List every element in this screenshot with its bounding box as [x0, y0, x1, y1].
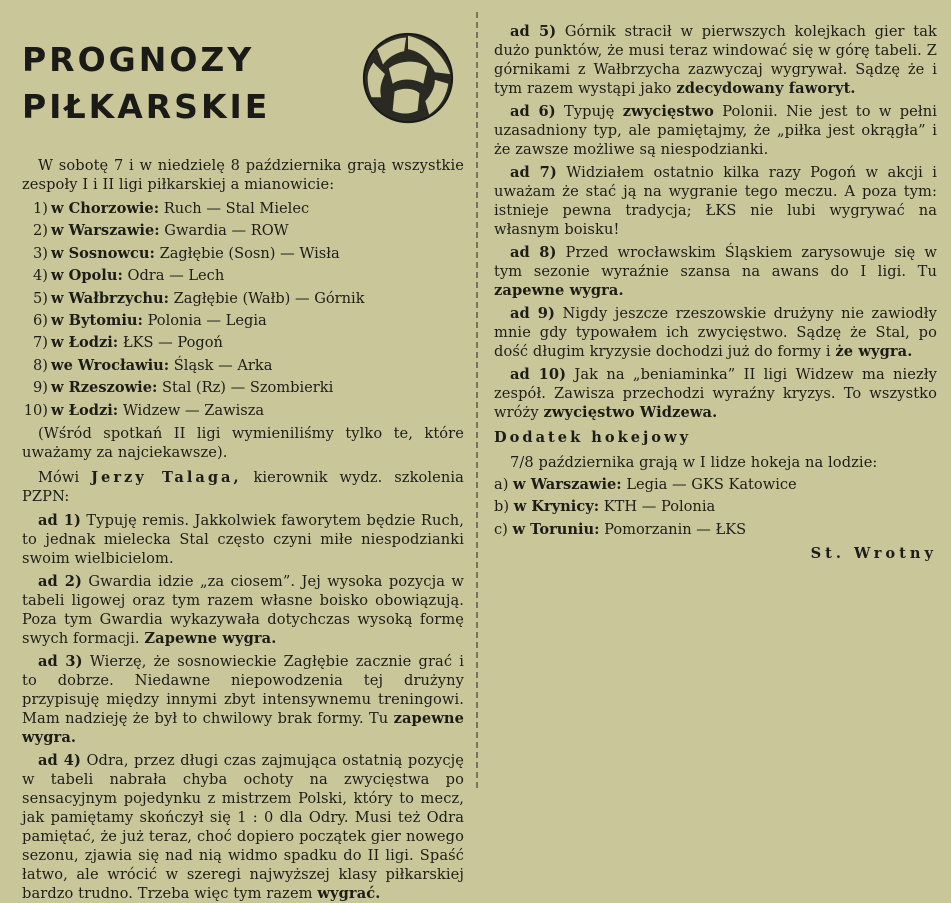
prediction-ad3: ad 3) Wierzę, że sosnowieckie Zagłębie zacznie grać i to dobrze. Niedawne niepowodzenia tej drużyny przypisuję między innymi zbyt intensywnemu treningowi. Mam nadzieję że był to chwilowy brak formy. Tu zapewne wygra.	[22, 653, 464, 747]
match-item: 9) w Rzeszowie: Stal (Rz) — Szombierki	[33, 379, 334, 397]
prediction-ad1: ad 1) Typuję remis. Jakkolwiek faworytem będzie Ruch, to jednak mielecka Stal często czyni miłe niespodzianki swoim wielbicielom.	[22, 512, 464, 568]
prediction-ad8: ad 8) Przed wrocławskim Śląskiem zarysowuje się w tym sezonie wyraźnie szansa na awans do I ligi. Tu zapewne wygra.	[494, 244, 937, 299]
prediction-ad2: ad 2) Gwardia idzie „za ciosem”. Jej wysoka pozycja w tabeli ligowej oraz tym razem własne boisko obowiązują. Poza tym Gwardia wykazywała dotychczas wysoką formę swych formacji. Zapewne wygra.	[22, 573, 464, 648]
left-column	[22, 156, 464, 903]
match-item: 3) w Sosnowcu: Zagłębie (Sosn) — Wisła	[33, 244, 340, 262]
title-line-1: PROGNOZY	[22, 40, 255, 79]
match-item: 10) w Łodzi: Widzew — Zawisza	[23, 401, 265, 419]
match-item: 8) we Wrocławiu: Śląsk — Arka	[33, 356, 273, 374]
hockey-heading: Dodatek hokejowy	[494, 429, 692, 446]
hockey-item: c) w Toruniu: Pomorzanin — ŁKS	[494, 520, 747, 538]
match-item: 5) w Wałbrzychu: Zagłębie (Wałb) — Górnik	[33, 289, 365, 307]
right-column	[494, 22, 937, 562]
match-item: 1) w Chorzowie: Ruch — Stal Mielec	[33, 200, 310, 217]
match-list	[22, 198, 464, 422]
match-item: 4) w Opolu: Odra — Lech	[33, 267, 225, 285]
column-divider	[476, 12, 478, 788]
prediction-ad7: ad 7) Widziałem ostatnio kilka razy Pogoń w akcji i uważam że stać ją na wygranie tego meczu. A poza tym: istnieje pewna tradycja; ŁKS nie lubi wygrywać na własnym boisku!	[494, 164, 937, 238]
intro-paragraph: W sobotę 7 i w niedzielę 8 października grają wszystkie zespoły I i II ligi piłkarskiej a mianowicie:	[22, 157, 464, 193]
author-signature: St. Wrotny	[810, 545, 937, 563]
article-title	[22, 36, 270, 130]
ad4-text: Odra, przez długi czas zajmująca ostatnią pozycję w tabeli nabrała chyba ochoty na zwycięstwa po sensacyjnym pojedynku z mistrzem Polski, który to mecz, jak pamiętamy skończył się 1 : 0 dla Odry. Musi też Odra pamiętać, że już teraz, choć dopiero początek gier nowego sezonu, zjawia się nad nią widmo spadku do II ligi. Spaść łatwo, ale wrócić w szeregi najwyższej klasy piłkarskiej bardzo trudno. Trzeba więc tym razem	[22, 752, 464, 903]
match-item: 7) w Łodzi: ŁKS — Pogoń	[33, 334, 223, 352]
prediction-ad6: ad 6) Typuję zwycięstwo Polonii. Nie jest to w pełni uzasadniony typ, ale pamiętajmy, że „piłka jest okrągła” i że zawsze możliwe są niespodzianki.	[494, 103, 937, 158]
match-item: 6) w Bytomiu: Polonia — Legia	[33, 312, 267, 330]
hockey-intro: 7/8 października grają w I lidze hokeja na lodzie:	[510, 454, 878, 471]
match-item: 2) w Warszawie: Gwardia — ROW	[33, 222, 289, 240]
speaker-line: Mówi Jerzy Talaga, kierownik wydz. szkolenia PZPN:	[22, 469, 464, 506]
prediction-ad9: ad 9) Nigdy jeszcze rzeszowskie drużyny nie zawiodły mnie gdy typowałem ich zwycięstwo. Sądzę że Stal, po dość długim kryzysie dochodzi już do formy i że wygra.	[494, 305, 937, 360]
hockey-list	[494, 474, 937, 541]
prediction-ad10: ad 10) Jak na „beniaminka” II ligi Widzew ma niezły zespół. Zawisza przechodzi wyraźny kryzys. To wszystko wróży zwycięstwo Widzewa.	[494, 366, 938, 421]
title-line-2: PIŁKARSKIE	[22, 87, 271, 126]
football-icon	[360, 30, 456, 126]
prediction-ad4-start: ad 4) Odra, przez długi czas zajmująca ostatnią pozycję w tabeli nabrała chyba ochoty na zwycięstwa po sensacyjnym pojedynku z mistrzem Polski, który to mecz, jak pamiętamy skończył się 1 : 0 dla Odry. Musi też Odra pamiętać, że już teraz, choć dopiero początek gier nowego sezonu, zjawia się nad nią widmo spadku do II ligi. Spaść łatwo, ale wrócić w szeregi najwyższej klasy piłkarskiej bardzo trudno. Trzeba więc tym razem wygrać.	[22, 752, 464, 903]
hockey-item: b) w Krynicy: KTH — Polonia	[494, 498, 716, 516]
hockey-item: a) w Warszawie: Legia — GKS Katowice	[494, 476, 797, 493]
speaker-name: Jerzy Talaga,	[91, 469, 242, 487]
league-note: (Wśród spotkań II ligi wymieniliśmy tylko te, które uważamy za najciekawsze).	[22, 425, 464, 462]
prediction-ad5: ad 5) Górnik stracił w pierwszych kolejkach gier tak dużo punktów, że musi teraz windować się w górę tabeli. Z górnikami z Wałbrzycha zazwyczaj wygrywał. Sądzę że i tym razem wystąpi jako zdecydowany faworyt.	[494, 23, 937, 97]
